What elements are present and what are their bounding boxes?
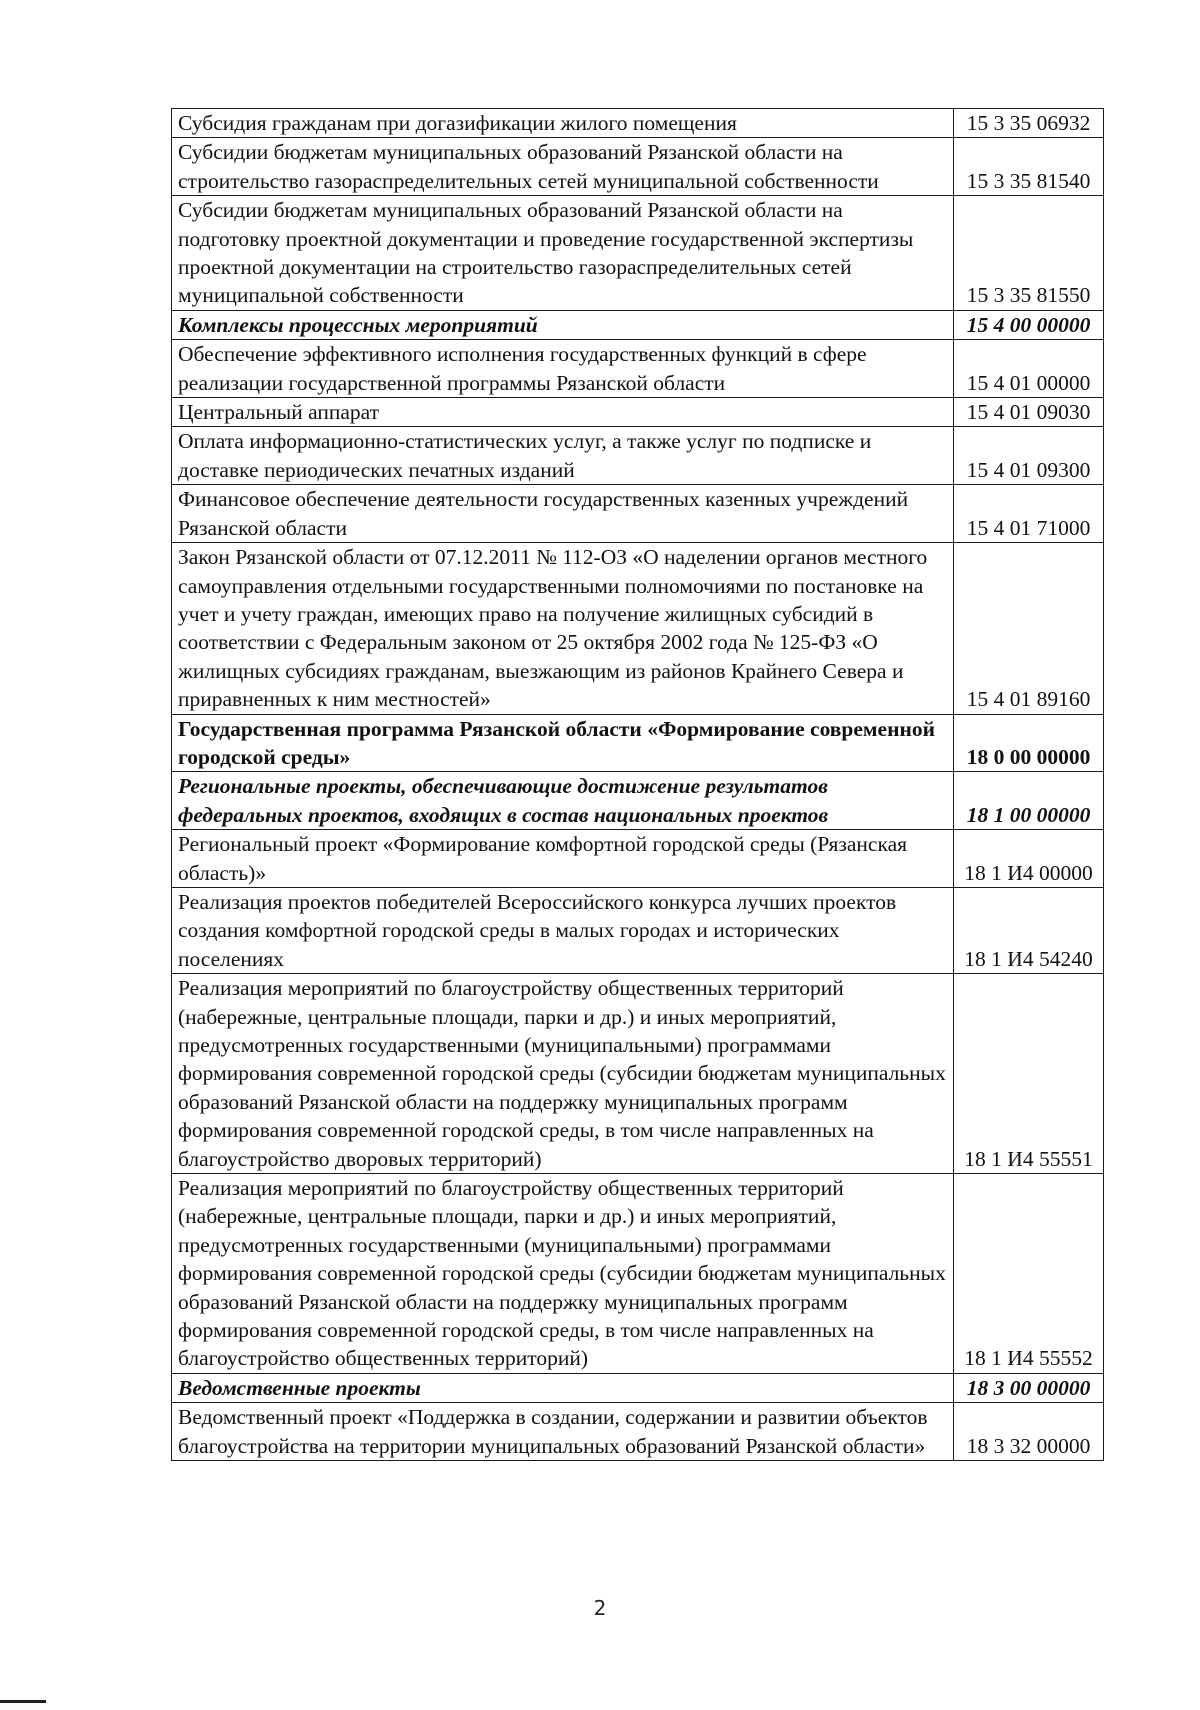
- row-item-name: Комплексы процессных мероприятий: [172, 310, 954, 339]
- table-row: [172, 310, 1104, 339]
- table-row: [172, 138, 1104, 196]
- row-classification-code: 15 3 35 81550: [954, 196, 1104, 311]
- row-item-name: Обеспечение эффективного исполнения государственных функций в сфере реализации государственной программы Рязанской области: [172, 340, 954, 398]
- row-classification-code: 15 3 35 81540: [954, 138, 1104, 196]
- table-row: [172, 398, 1104, 427]
- row-classification-code: 15 4 01 71000: [954, 485, 1104, 543]
- row-classification-code: 18 0 00 00000: [954, 714, 1104, 772]
- row-classification-code: 15 4 01 89160: [954, 543, 1104, 714]
- table-row: [172, 1403, 1104, 1461]
- row-item-name: Субсидия гражданам при догазификации жилого помещения: [172, 109, 954, 138]
- table-row: [172, 196, 1104, 311]
- table-row: [172, 772, 1104, 830]
- row-classification-code: 15 4 01 00000: [954, 340, 1104, 398]
- row-item-name: Ведомственный проект «Поддержка в создании, содержании и развитии объектов благоустройства на территории муниципальных образований Рязанской области»: [172, 1403, 954, 1461]
- table-row: [172, 1174, 1104, 1374]
- table-row: [172, 1373, 1104, 1402]
- table-row: [172, 340, 1104, 398]
- row-classification-code: 15 3 35 06932: [954, 109, 1104, 138]
- row-item-name: Субсидии бюджетам муниципальных образований Рязанской области на строительство газораспределительных сетей муниципальной собственности: [172, 138, 954, 196]
- page-number: 2: [593, 1596, 607, 1620]
- row-item-name: Финансовое обеспечение деятельности государственных казенных учреждений Рязанской области: [172, 485, 954, 543]
- table-row: [172, 974, 1104, 1174]
- table-row: [172, 485, 1104, 543]
- table-body: [172, 109, 1104, 1461]
- row-classification-code: 18 3 00 00000: [954, 1373, 1104, 1402]
- row-item-name: Оплата информационно-статистических услуг, а также услуг по подписке и доставке периодических печатных изданий: [172, 427, 954, 485]
- row-classification-code: 15 4 01 09030: [954, 398, 1104, 427]
- row-item-name: Реализация проектов победителей Всероссийского конкурса лучших проектов создания комфортной городской среды в малых городах и исторических поселениях: [172, 887, 954, 973]
- budget-classification-table: [171, 108, 1104, 1461]
- table-row: [172, 887, 1104, 973]
- table-row: [172, 830, 1104, 888]
- row-item-name: Субсидии бюджетам муниципальных образований Рязанской области на подготовку проектной документации и проведение государственной экспертизы проектной документации на строительство газораспределительных сетей муниципальной собственности: [172, 196, 954, 311]
- table-row: [172, 427, 1104, 485]
- table-row: [172, 543, 1104, 714]
- row-classification-code: 18 1 И4 00000: [954, 830, 1104, 888]
- scan-edge-mark: [0, 1700, 46, 1703]
- row-item-name: Государственная программа Рязанской области «Формирование современной городской среды»: [172, 714, 954, 772]
- row-classification-code: 18 3 32 00000: [954, 1403, 1104, 1461]
- row-classification-code: 15 4 01 09300: [954, 427, 1104, 485]
- row-classification-code: 18 1 И4 55551: [954, 974, 1104, 1174]
- row-item-name: Региональный проект «Формирование комфортной городской среды (Рязанская область)»: [172, 830, 954, 888]
- row-classification-code: 18 1 И4 54240: [954, 887, 1104, 973]
- row-item-name: Ведомственные проекты: [172, 1373, 954, 1402]
- row-item-name: Реализация мероприятий по благоустройству общественных территорий (набережные, центральные площади, парки и др.) и иных мероприятий, предусмотренных государственными (муниципальными) программами формирования современной городской среды (субсидии бюджетам муниципальных образований Рязанской области на поддержку муниципальных программ формирования современной городской среды, в том числе направленных на благоустройство дворовых территорий): [172, 974, 954, 1174]
- row-classification-code: 18 1 И4 55552: [954, 1174, 1104, 1374]
- row-classification-code: 18 1 00 00000: [954, 772, 1104, 830]
- row-item-name: Центральный аппарат: [172, 398, 954, 427]
- row-item-name: Закон Рязанской области от 07.12.2011 № 112-ОЗ «О наделении органов местного самоуправления отдельными государственными полномочиями по постановке на учет и учету граждан, имеющих право на получение жилищных субсидий в соответствии с Федеральным законом от 25 октября 2002 года № 125-ФЗ «О жилищных субсидиях гражданам, выезжающим из районов Крайнего Севера и приравненных к ним местностей»: [172, 543, 954, 714]
- table-row: [172, 109, 1104, 138]
- row-classification-code: 15 4 00 00000: [954, 310, 1104, 339]
- table-row: [172, 714, 1104, 772]
- row-item-name: Реализация мероприятий по благоустройству общественных территорий (набережные, центральные площади, парки и др.) и иных мероприятий, предусмотренных государственными (муниципальными) программами формирования современной городской среды (субсидии бюджетам муниципальных образований Рязанской области на поддержку муниципальных программ формирования современной городской среды, в том числе направленных на благоустройство общественных территорий): [172, 1174, 954, 1374]
- row-item-name: Региональные проекты, обеспечивающие достижение результатов федеральных проектов, входящих в состав национальных проектов: [172, 772, 954, 830]
